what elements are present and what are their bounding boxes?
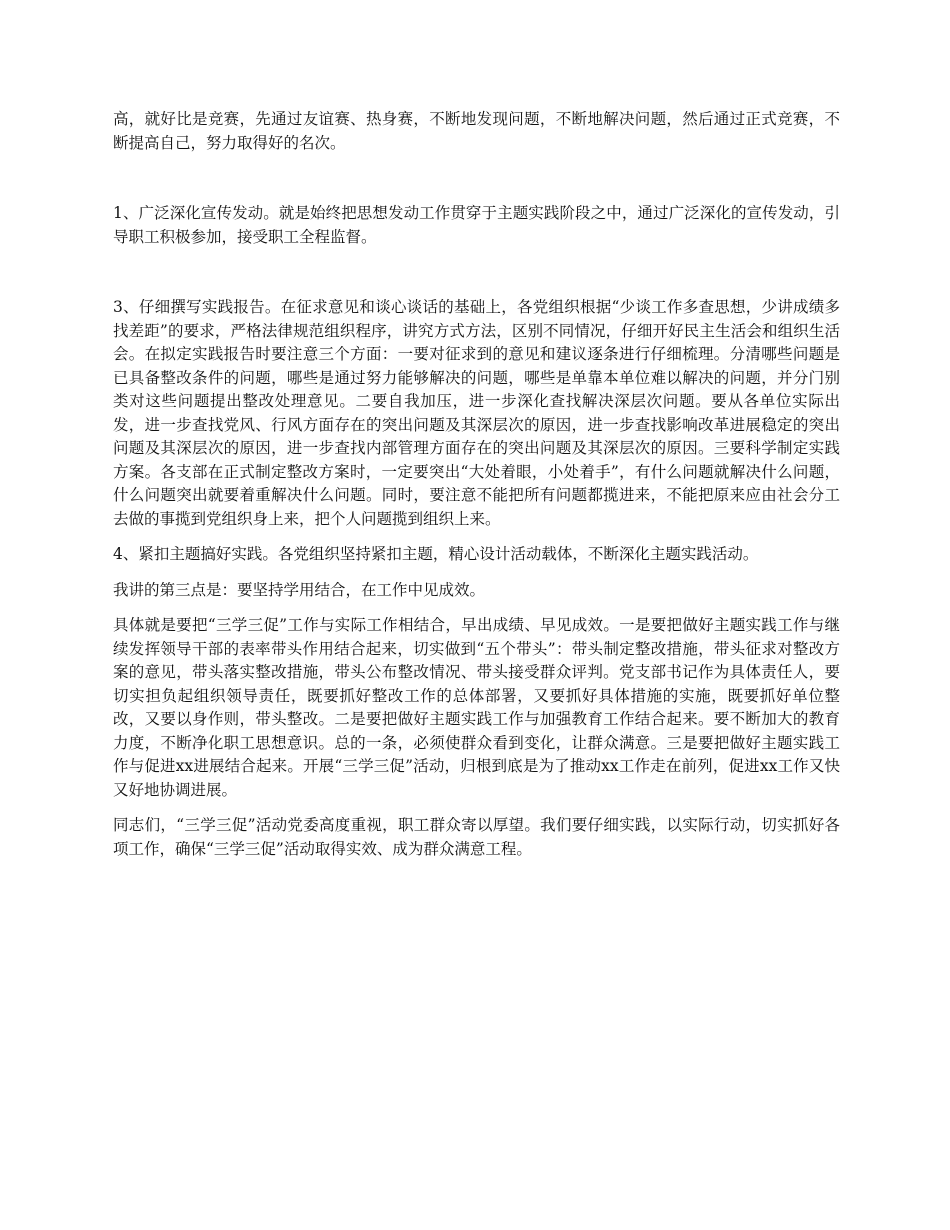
paragraph-closing: 同志们，“三学三促”活动党委高度重视，职工群众寄以厚望。我们要仔细实践，以实际行动，切实抓好各项工作，确保“三学三促”活动取得实效、成为群众满意工程。 (113, 816, 840, 858)
paragraph-point-3: 3、仔细撰写实践报告。在征求意见和谈心谈话的基础上，各党组织根据“少谈工作多查思想，少讲成绩多找差距”的要求，严格法律规范组织程序，讲究方式方法，区别不同情况，仔细开好民主生活会和组织生活会。在拟定实践报告时要注意三个方面：一要对征求到的意见和建议逐条进行仔细梳理。分清哪些问题是已具备整改条件的问题，哪些是通过努力能够解决的问题，哪些是单靠本单位难以解决的问题，并分门别类对这些问题提出整改处理意见。二要自我加压，进一步深化查找解决深层次问题。要从各单位实际出发，进一步查找党风、行风方面存在的突出问题及其深层次的原因，进一步查找影响改革进展稳定的突出问题及其深层次的原因，进一步查找内部管理方面存在的突出问题及其深层次的原因。三要科学制定实践方案。各支部在正式制定整改方案时，一定要突出“大处着眼，小处着手”，有什么问题就解决什么问题，什么问题突出就要着重解决什么问题。同时，要注意不能把所有问题都揽进来，不能把原来应由社会分工去做的事揽到党组织身上来，把个人问题揽到组织上来。 (113, 298, 840, 528)
paragraph-third-point: 我讲的第三点是：要坚持学用结合，在工作中见成效。 (113, 580, 486, 599)
document-page (113, 108, 840, 873)
paragraph-details: 具体就是要把“三学三促”工作与实际工作相结合，早出成绩、早见成效。一是要把做好主题实践工作与继续发挥领导干部的表率带头作用结合起来，切实做到“五个带头”：带头制定整改措施，带头征求对整改方案的意见，带头落实整改措施，带头公布整改情况、带头接受群众评判。党支部书记作为具体责任人，要切实担负起组织领导责任，既要抓好整改工作的总体部署，又要抓好具体措施的实施，既要抓好单位整改，又要以身作则，带头整改。二是要把做好主题实践工作与加强教育工作结合起来。要不断加大的教育力度，不断净化职工思想意识。总的一条，必须使群众看到变化，让群众满意。三是要把做好主题实践工作与促进xx进展结合起来。开展“三学三促”活动，归根到底是为了推动xx工作走在前列，促进xx工作又快又好地协调进展。 (113, 616, 840, 799)
paragraph-point-1: 1、广泛深化宣传发动。就是始终把思想发动工作贯穿于主题实践阶段之中，通过广泛深化的宣传发动，引导职工积极参加，接受职工全程监督。 (113, 204, 840, 246)
paragraph-point-4: 4、紧扣主题搞好实践。各党组织坚持紧扣主题，精心设计活动载体，不断深化主题实践活动。 (113, 545, 759, 563)
paragraph-intro: 高，就好比是竞赛，先通过友谊赛、热身赛，不断地发现问题，不断地解决问题，然后通过正式竞赛，不断提高自己，努力取得好的名次。 (113, 110, 840, 152)
